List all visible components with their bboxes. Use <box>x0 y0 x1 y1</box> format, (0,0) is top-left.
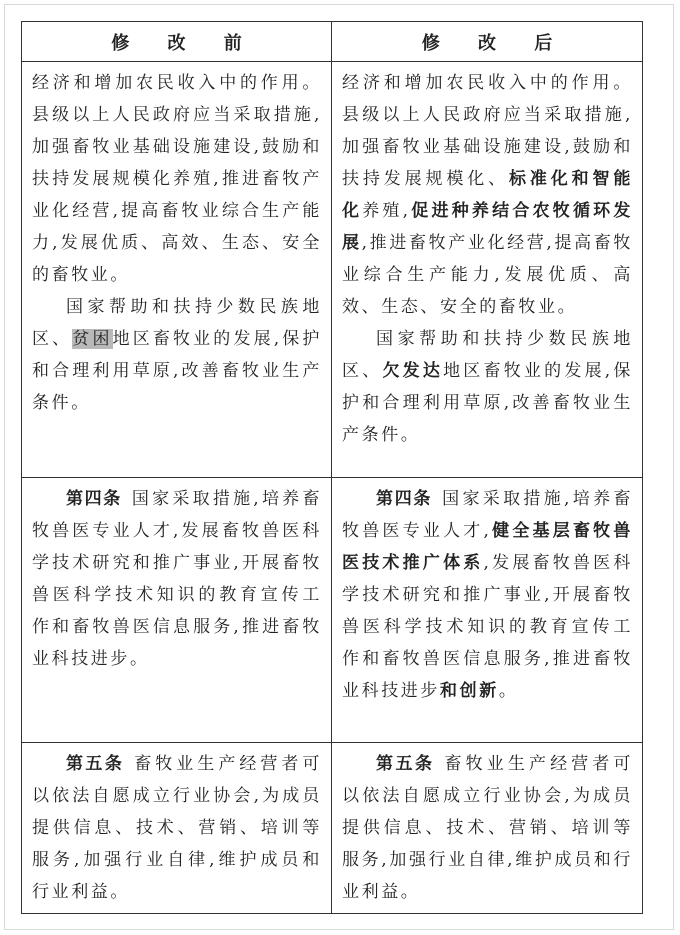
highlighted-text: 贫困 <box>72 329 113 349</box>
paragraph <box>32 291 322 419</box>
header-after: 修 改 后 <box>332 22 643 62</box>
text: 畜牧业生产经营者可以依法自愿成立行业协会,为成员提供信息、技术、营销、培训等服务,加强行业自律,维护成员和行业利益。 <box>32 754 323 902</box>
cell-after <box>332 62 643 478</box>
amended-text: 欠发达 <box>382 361 444 381</box>
amended-text: 和创新 <box>440 681 499 701</box>
table-row <box>22 743 643 914</box>
comparison-table <box>21 21 643 914</box>
text: 国家采取措施,培养畜牧兽医专业人才,发展畜牧兽医科学技术研究和推广事业,开展畜牧兽医科学技术知识的教育宣传工作和畜牧兽医信息服务,推进畜牧业科技进步。 <box>32 489 323 669</box>
article-number: 第五条 <box>66 754 125 774</box>
text: 地区畜牧业的发展,保护和合理利用草原,改善畜牧业生产条件。 <box>32 329 323 413</box>
paragraph <box>32 748 322 908</box>
text: 。 <box>498 681 519 701</box>
cell-after <box>332 743 643 914</box>
amended-text: 促进种养结合农牧循环发展 <box>342 201 633 253</box>
table-row <box>22 478 643 743</box>
header-row <box>22 22 643 62</box>
paragraph <box>342 67 633 323</box>
text: ,发展畜牧兽医科学技术研究和推广事业,开展畜牧兽医科学技术知识的教育宣传工作和畜牧兽医信息服务,推进畜牧业科技进步 <box>342 553 633 701</box>
text: 畜牧业生产经营者可以依法自愿成立行业协会,为成员提供信息、技术、营销、培训等服务,加强行业自律,维护成员和行业利益。 <box>342 754 633 902</box>
article-number: 第四条 <box>66 489 122 509</box>
cell-before <box>22 478 332 743</box>
text: 国家帮助和扶持少数民族地区、 <box>32 297 322 349</box>
cell-before <box>22 743 332 914</box>
cell-before <box>22 62 332 478</box>
article-number: 第五条 <box>376 754 435 774</box>
amended-text: 健全基层畜牧兽医技术推广体系 <box>342 521 633 573</box>
text: 国家采取措施,培养畜牧兽医专业人才, <box>342 489 634 541</box>
paragraph <box>32 483 322 675</box>
paragraph <box>342 483 633 707</box>
amended-text: 标准化和智能化 <box>342 169 633 221</box>
text: 养殖, <box>362 201 411 221</box>
cell-after <box>332 478 643 743</box>
text: 经济和增加农民收入中的作用。县级以上人民政府应当采取措施,加强畜牧业基础设施建设,鼓励和扶持发展规模化、 <box>342 73 633 189</box>
paragraph <box>342 748 633 908</box>
table-row <box>22 62 643 478</box>
header-before: 修 改 前 <box>22 22 332 62</box>
paragraph: 经济和增加农民收入中的作用。县级以上人民政府应当采取措施,加强畜牧业基础设施建设,鼓励和扶持发展规模化养殖,推进畜牧产业化经营,提高畜牧业综合生产能力,发展优质、高效、生态、安全的畜牧业。 <box>32 73 322 285</box>
text: ,推进畜牧产业化经营,提高畜牧业综合生产能力,发展优质、高效、生态、安全的畜牧业。 <box>342 233 633 317</box>
paragraph <box>342 323 633 451</box>
text: 国家帮助和扶持少数民族地区、 <box>342 329 633 381</box>
article-number: 第四条 <box>376 489 433 509</box>
text: 地区畜牧业的发展,保护和合理利用草原,改善畜牧业生产条件。 <box>342 361 633 445</box>
